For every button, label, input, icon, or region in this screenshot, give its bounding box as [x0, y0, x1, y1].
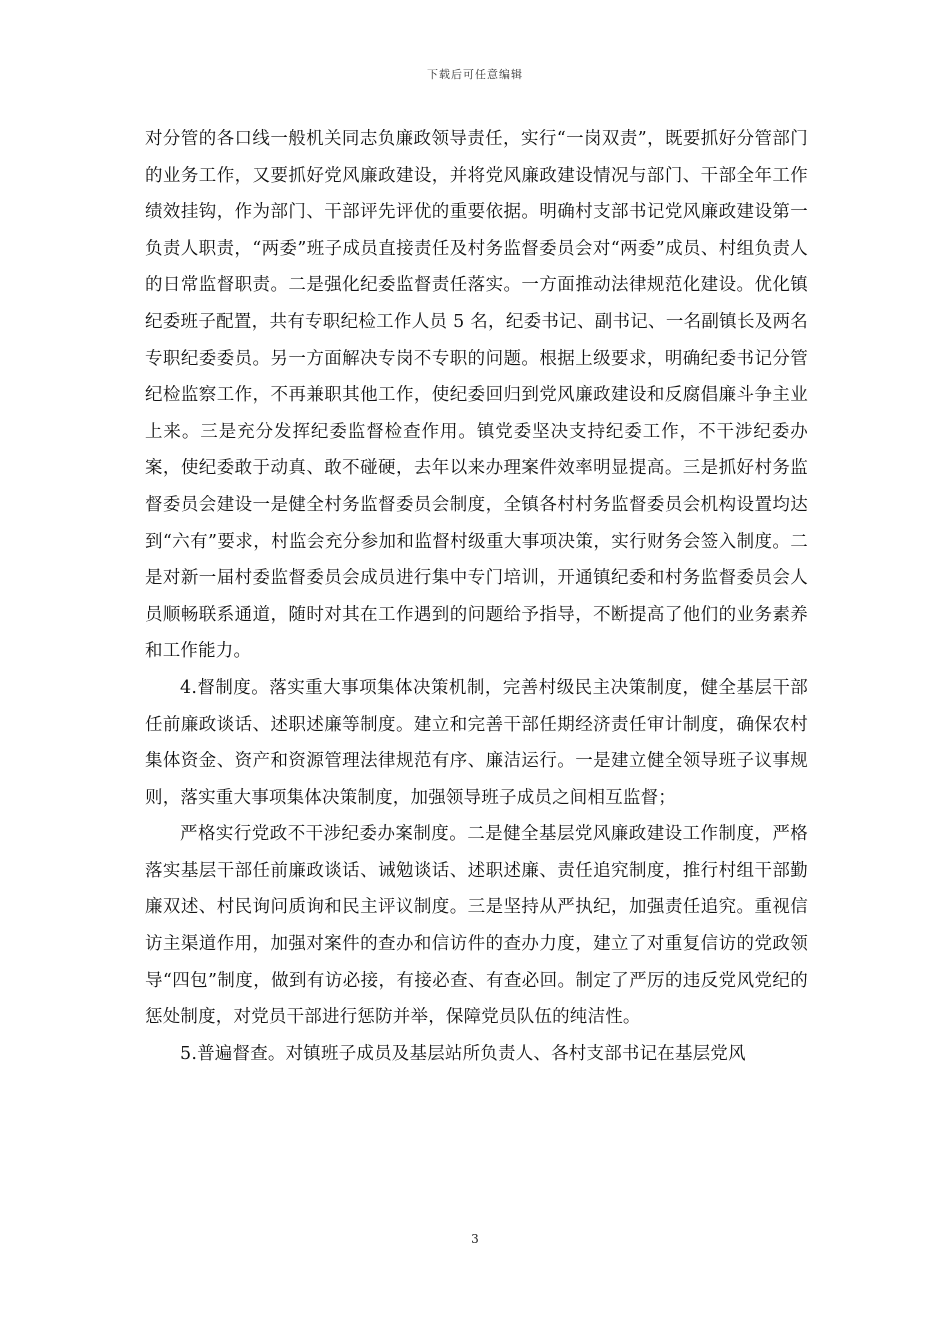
paragraph-supervise-system: 4.督制度。落实重大事项集体决策机制，完善村级民主决策制度，健全基层干部任前廉政谈话、述职述廉等制度。建立和完善干部任期经济责任审计制度，确保农村集体资金、资产和资源管理法律规范有序、廉洁运行。一是建立健全领导班子议事规则，落实重大事项集体决策制度，加强领导班子成员之间相互监督；: [145, 677, 808, 808]
page-header: 下载后可任意编辑: [427, 68, 523, 81]
paragraph-strict-discipline: 严格实行党政不干涉纪委办案制度。二是健全基层党风廉政建设工作制度，严格落实基层干部任前廉政谈话、诫勉谈话、述职述廉、责任追究制度，推行村组干部勤廉双述、村民询问质询和民主评议制度。三是坚持从严执纪，加强责任追究。重视信访主渠道作用，加强对案件的查办和信访件的查办力度，建立了对重复信访的党政领导“四包”制度，做到有访必接，有接必查、有查必回。制定了严厉的违反党风党纪的惩处制度，对党员干部进行惩防并举，保障党员队伍的纯洁性。: [145, 824, 808, 1028]
paragraph-general-inspection: 5.普遍督查。对镇班子成员及基层站所负责人、各村支部书记在基层党风: [180, 1043, 746, 1064]
paragraph-responsibility: 对分管的各口线一般机关同志负廉政领导责任，实行“一岗双责”，既要抓好分管部门的业务工作，又要抓好党风廉政建设，并将党风廉政建设情况与部门、干部全年工作绩效挂钩，作为部门、干部评先评优的重要依据。明确村支部书记党风廉政建设第一负责人职责，“两委”班子成员直接责任及村务监督委员会对“两委”成员、村组负责人的日常监督职责。二是强化纪委监督责任落实。一方面推动法律规范化建设。优化镇纪委班子配置，共有专职纪检工作人员 5 名，纪委书记、副书记、一名副镇长及两名专职纪委委员。另一方面解决专岗不专职的问题。根据上级要求，明确纪委书记分管纪检监察工作，不再兼职其他工作，使纪委回归到党风廉政建设和反腐倡廉斗争主业上来。三是充分发挥纪委监督检查作用。镇党委坚决支持纪委工作，不干涉纪委办案，使纪委敢于动真、敢不碰硬，去年以来办理案件效率明显提高。三是抓好村务监督委员会建设一是健全村务监督委员会制度，全镇各村村务监督委员会机构设置均达到“六有”要求，村监会充分参加和监督村级重大事项决策，实行财务会签入制度。二是对新一届村委监督委员会成员进行集中专门培训，开通镇纪委和村务监督委员会人员顺畅联系通道，随时对其在工作遇到的问题给予指导，不断提高了他们的业务素养和工作能力。: [145, 129, 808, 662]
page-number: 3: [471, 1232, 479, 1246]
document-body: [145, 121, 808, 1072]
